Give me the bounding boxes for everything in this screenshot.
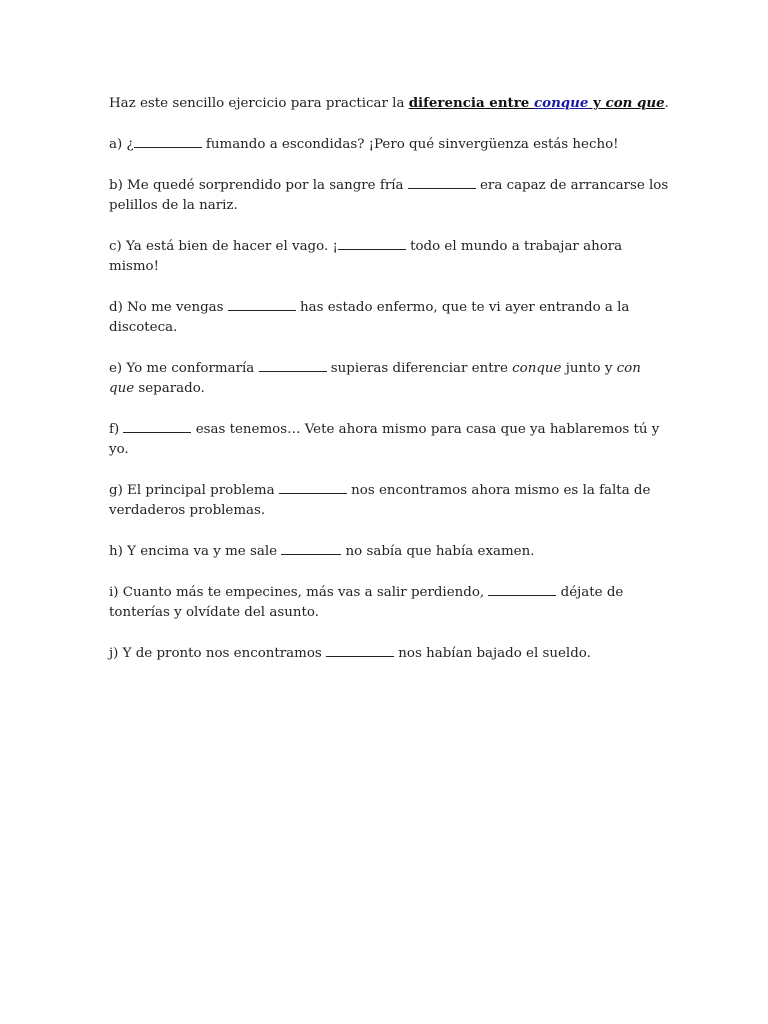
- exercise-h-post: no sabía que había examen.: [341, 544, 535, 559]
- document-content: [109, 93, 669, 684]
- blank-b[interactable]: [408, 175, 476, 189]
- exercise-f-post: esas tenemos… Vete ahora mismo para casa que ya hablaremos tú y yo.: [109, 422, 660, 457]
- exercise-j: [109, 643, 669, 664]
- exercise-i: [109, 582, 669, 623]
- exercise-d-post: has estado enfermo, que te vi ayer entrando a la discoteca.: [109, 300, 630, 335]
- exercise-b: [109, 175, 669, 216]
- exercise-b-pre: b) Me quedé sorprendido por la sangre fría: [109, 178, 408, 193]
- blank-h[interactable]: [281, 541, 341, 555]
- exercise-i-post: déjate de tonterías y olvídate del asunto.: [109, 585, 624, 620]
- exercise-i-pre: i) Cuanto más te empecines, más vas a salir perdiendo,: [109, 585, 489, 600]
- exercise-c: [109, 236, 669, 277]
- difference-link[interactable]: [409, 95, 665, 111]
- link-connector-text: y: [588, 95, 606, 111]
- intro-paragraph: [109, 93, 669, 114]
- exercise-j-pre: j) Y de pronto nos encontramos: [109, 646, 327, 661]
- exercise-f-pre: f): [109, 422, 124, 437]
- exercise-d: [109, 297, 669, 338]
- exercise-g: [109, 480, 669, 521]
- intro-text: Haz este sencillo ejercicio para practicar la: [109, 96, 409, 111]
- exercise-e: [109, 358, 669, 399]
- blank-e[interactable]: [259, 358, 327, 372]
- exercise-c-pre: c) Ya está bien de hacer el vago. ¡: [109, 239, 338, 254]
- exercise-j-post: nos habían bajado el sueldo.: [394, 646, 591, 661]
- blank-a[interactable]: [134, 134, 202, 148]
- blank-f[interactable]: [123, 419, 191, 433]
- conque-link-text: conque: [533, 95, 589, 111]
- difference-link-text: diferencia entre: [408, 95, 534, 111]
- exercise-a-post: fumando a escondidas? ¡Pero qué sinvergüenza estás hecho!: [201, 137, 619, 152]
- exercise-e-post: separado.: [134, 381, 205, 396]
- exercise-b-post: era capaz de arrancarse los pelillos de la nariz.: [109, 178, 669, 213]
- exercise-c-post: todo el mundo a trabajar ahora mismo!: [109, 239, 623, 274]
- con-que-link-text: con que: [605, 95, 665, 111]
- exercise-h-pre: h) Y encima va y me sale: [109, 544, 282, 559]
- exercise-a-pre: a) ¿: [109, 137, 134, 152]
- exercise-h: [109, 541, 669, 562]
- exercise-e-mid2: junto y: [561, 361, 617, 376]
- exercise-f: [109, 419, 669, 460]
- exercise-e-pre: e) Yo me conformaría: [109, 361, 259, 376]
- exercise-e-mid: supieras diferenciar entre: [326, 361, 513, 376]
- blank-j[interactable]: [326, 643, 394, 657]
- exercise-g-post: nos encontramos ahora mismo es la falta de verdaderos problemas.: [109, 483, 651, 518]
- blank-g[interactable]: [279, 480, 347, 494]
- exercise-e-italic-con-que: con que: [109, 361, 641, 396]
- blank-i[interactable]: [488, 582, 556, 596]
- exercise-g-pre: g) El principal problema: [109, 483, 279, 498]
- blank-d[interactable]: [228, 297, 296, 311]
- intro-period: .: [664, 96, 669, 111]
- blank-c[interactable]: [338, 236, 406, 250]
- exercise-a: [109, 134, 669, 155]
- exercise-d-pre: d) No me vengas: [109, 300, 228, 315]
- exercise-e-italic-conque: conque: [512, 361, 562, 376]
